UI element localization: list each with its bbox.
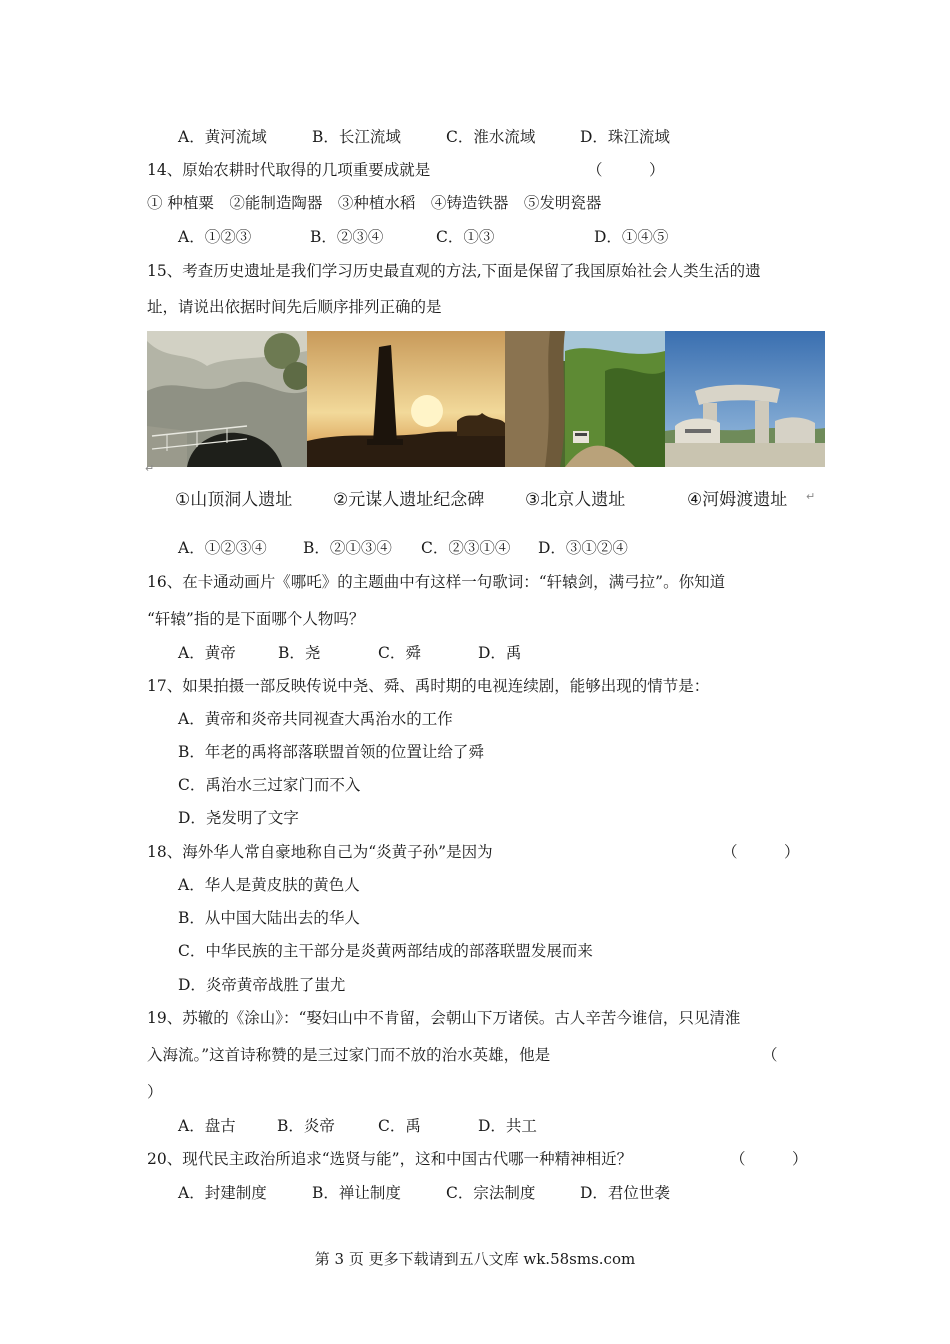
q17-option-a: A．黄帝和炎帝共同视查大禹治水的工作 (178, 710, 453, 728)
q16-option-d: D．禹 (478, 644, 522, 662)
q19-stem-line1: 19、苏辙的《涂山》：“娶妇山中不肯留，会朝山下万诸侯。古人辛苦今谁信，只见清淮 (147, 1009, 741, 1027)
q20-option-a: A．封建制度 (178, 1184, 267, 1202)
q18-option-a: A．华人是黄皮肤的黄色人 (178, 876, 360, 894)
q13-option-b: B．长江流域 (312, 128, 401, 146)
caption-1: ①山顶洞人遗址 (175, 490, 293, 510)
q18-stem: 18、海外华人常自豪地称自己为“炎黄子孙”是因为 (147, 843, 493, 861)
q14-option-d: D．①④⑤ (594, 228, 669, 246)
q20-stem: 20、现代民主政治所追求“选贤与能”，这和中国古代哪一种精神相近？ (147, 1150, 633, 1168)
q15-stem-line1: 15、考查历史遗址是我们学习历史最直观的方法,下面是保留了我国原始社会人类生活的遗 (147, 262, 761, 280)
q19-option-a: A．盘古 (178, 1117, 236, 1135)
caption-2: ②元谋人遗址纪念碑 (333, 490, 485, 510)
q14-stem: 14、原始农耕时代取得的几项重要成就是 (147, 161, 431, 179)
q15-option-c: C．②③①④ (421, 539, 511, 557)
q20-option-d: D．君位世袭 (580, 1184, 670, 1202)
q13-option-d: D．珠江流域 (580, 128, 670, 146)
q19-bracket-open: （ (762, 1046, 778, 1064)
q19-bracket-close: ） (147, 1083, 163, 1101)
q13-option-a: A．黄河流域 (178, 128, 267, 146)
caption-3: ③北京人遗址 (525, 490, 626, 510)
q20-bracket: （ ） (730, 1150, 808, 1168)
q17-option-c: C．禹治水三过家门而不入 (178, 776, 361, 794)
site-photos (147, 331, 825, 467)
return-mark-icon: ↵ (806, 490, 816, 503)
q15-stem-line2: 址，请说出依据时间先后顺序排列正确的是 (147, 298, 442, 316)
caption-4: ④河姆渡遗址 (687, 490, 788, 510)
q16-stem-line2: “轩辕”指的是下面哪个人物吗？ (147, 610, 365, 628)
return-mark-icon: ↵ (145, 462, 155, 475)
q20-option-c: C．宗法制度 (446, 1184, 536, 1202)
q16-option-b: B．尧 (278, 644, 321, 662)
q18-bracket: （ ） (722, 843, 800, 861)
q18-option-c: C．中华民族的主干部分是炎黄两部结成的部落联盟发展而来 (178, 942, 593, 960)
q16-option-a: A．黄帝 (178, 644, 236, 662)
q14-items: ① 种植粟 ②能制造陶器 ③种植水稻 ④铸造铁器 ⑤发明瓷器 (147, 194, 602, 212)
q18-option-d: D．炎帝黄帝战胜了蚩尤 (178, 976, 346, 994)
q19-option-c: C．禹 (378, 1117, 421, 1135)
q17-option-d: D．尧发明了文字 (178, 809, 299, 827)
q15-option-a: A．①②③④ (178, 539, 267, 557)
q16-option-c: C．舜 (378, 644, 421, 662)
q19-option-d: D．共工 (478, 1117, 537, 1135)
photo-yuanmou-monument (307, 331, 505, 467)
page-footer: 第 3 页 更多下载请到五八文库 wk.58sms.com (314, 1250, 636, 1268)
q14-option-c: C．①③ (436, 228, 495, 246)
q13-option-c: C．淮水流域 (446, 128, 536, 146)
q15-option-b: B．②①③④ (303, 539, 392, 557)
q19-option-b: B．炎帝 (277, 1117, 335, 1135)
q20-option-b: B．禅让制度 (312, 1184, 401, 1202)
q18-option-b: B．从中国大陆出去的华人 (178, 909, 360, 927)
q14-option-a: A．①②③ (178, 228, 252, 246)
q17-option-b: B．年老的禹将部落联盟首领的位置让给了舜 (178, 743, 484, 761)
photo-beijing-man-site (505, 331, 665, 467)
q15-option-d: D．③①②④ (538, 539, 628, 557)
photo-hemudu-site (665, 331, 825, 467)
q17-stem: 17、如果拍摄一部反映传说中尧、舜、禹时期的电视连续剧，能够出现的情节是： (147, 677, 710, 695)
photo-shandingdong-cave (147, 331, 307, 467)
q14-option-b: B．②③④ (310, 228, 384, 246)
q14-bracket: （ ） (587, 161, 665, 179)
q16-stem-line1: 16、在卡通动画片《哪吒》的主题曲中有这样一句歌词：“轩辕剑，满弓拉”。你知道 (147, 573, 726, 591)
q19-stem-line2: 入海流。”这首诗称赞的是三过家门而不放的治水英雄，他是 (147, 1046, 551, 1064)
